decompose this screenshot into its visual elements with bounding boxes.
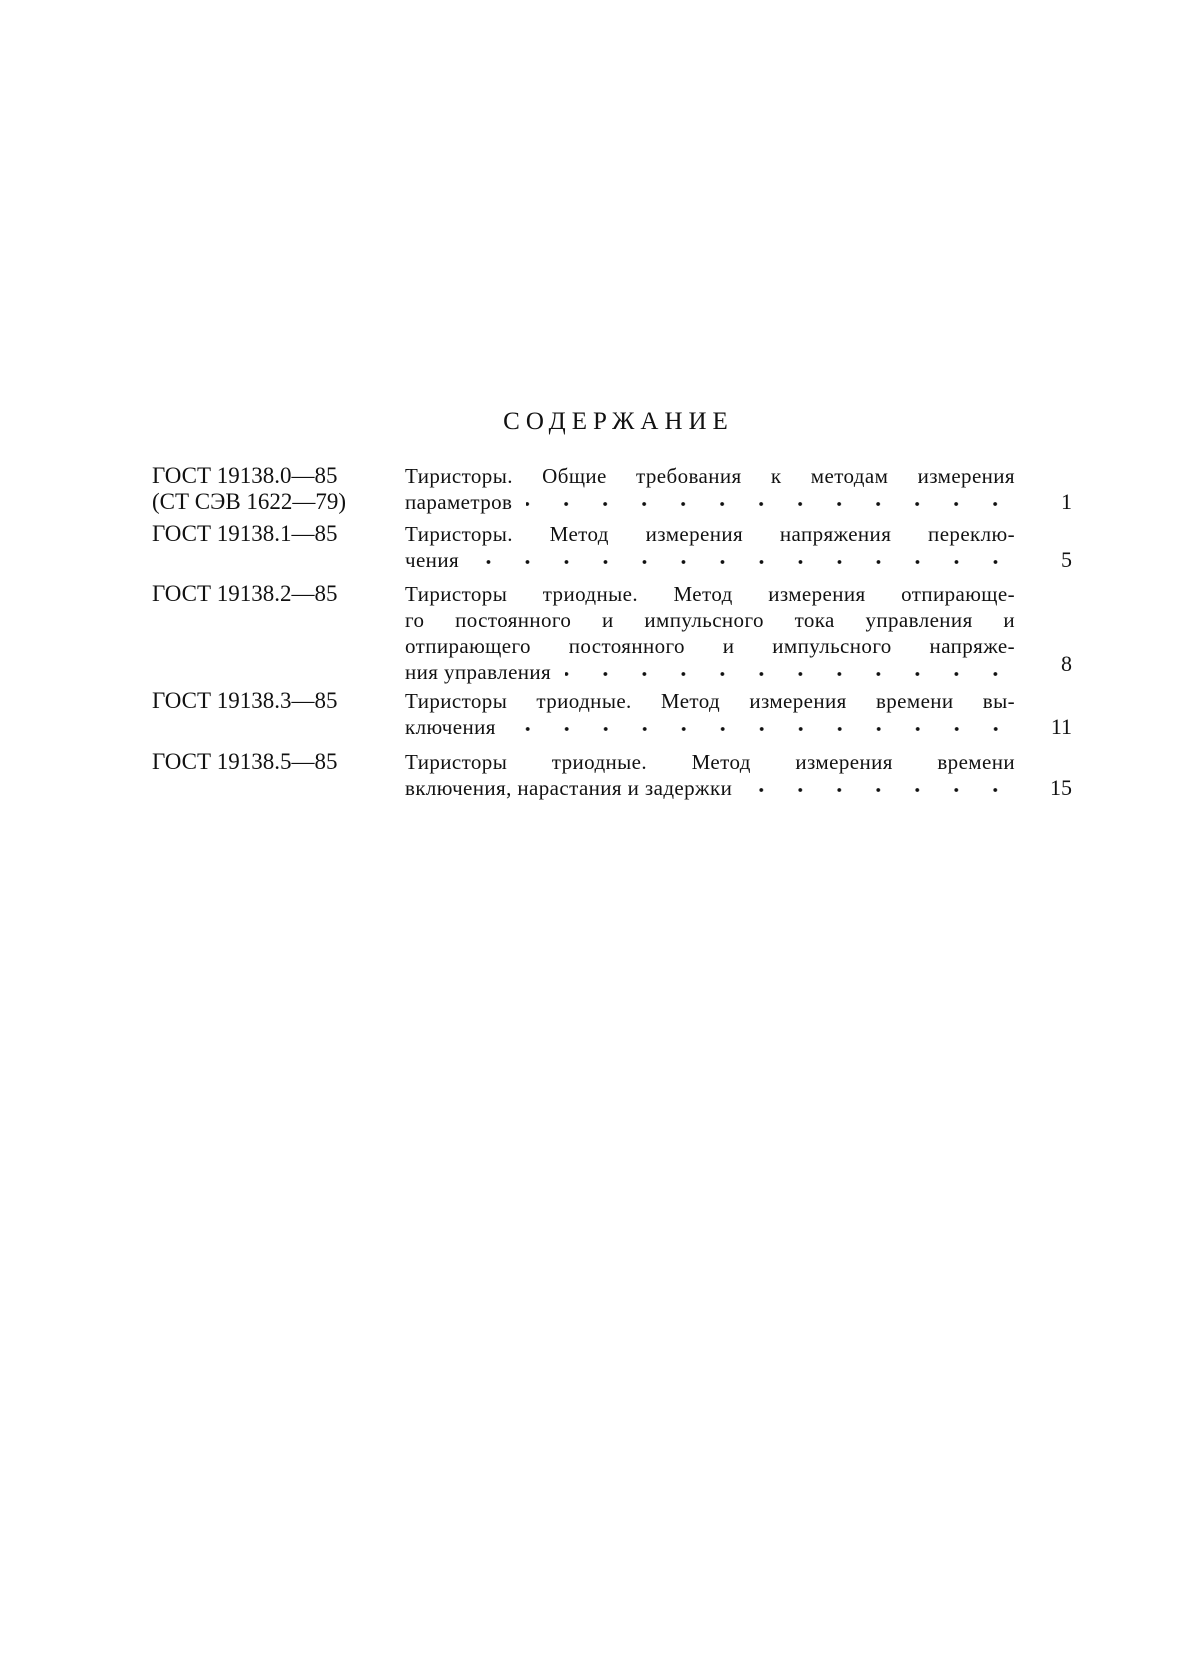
toc-entry-code (152, 463, 392, 515)
standard-code: ГОСТ 19138.1—85 (152, 521, 338, 546)
page-title: СОДЕРЖАНИЕ (503, 408, 734, 435)
title-line: Тиристоры триодные. Метод измерения времени (405, 750, 1015, 774)
page-number: 15 (1050, 775, 1072, 800)
standard-code: ГОСТ 19138.3—85 (152, 688, 338, 713)
page-number: 8 (1061, 651, 1072, 676)
toc-entry-title (405, 463, 1015, 515)
title-line: параметров (405, 490, 513, 514)
standard-code: ГОСТ 19138.5—85 (152, 749, 338, 774)
title-line: отпирающего постоянного и импульсного напряже- (405, 634, 1015, 658)
page-number: 11 (1050, 714, 1072, 739)
dot-leader (565, 669, 1015, 679)
page-number: 5 (1061, 547, 1072, 572)
title-line: чения (405, 548, 460, 572)
standard-code: ГОСТ 19138.2—85 (152, 581, 338, 606)
toc-entry-title (405, 749, 1015, 801)
toc-entry-code (152, 521, 392, 547)
title-line: Тиристоры триодные. Метод измерения отпирающе- (405, 582, 1015, 606)
dot-leader (473, 557, 1015, 567)
standard-code: ГОСТ 19138.0—85 (152, 463, 338, 488)
title-line: го постоянного и импульсного тока управления и (405, 608, 1015, 632)
title-line: включения, нарастания и задержки (405, 776, 733, 800)
title-line: Тиристоры триодные. Метод измерения времени вы- (405, 689, 1015, 713)
toc-entry-code (152, 688, 392, 714)
toc-entry-code (152, 581, 392, 607)
toc-entry-code (152, 749, 392, 775)
title-line: ключения (405, 715, 496, 739)
title-line: Тиристоры. Метод измерения напряжения переклю- (405, 522, 1015, 546)
title-line: ния управления (405, 660, 552, 684)
dot-leader (526, 499, 1015, 509)
toc-entry-title (405, 521, 1015, 573)
dot-leader (510, 724, 1015, 734)
dot-leader (746, 785, 1015, 795)
toc-entry-title (405, 688, 1015, 740)
toc-entry-title (405, 581, 1015, 685)
page-number: 1 (1061, 489, 1072, 514)
standard-code-secondary: (СТ СЭВ 1622—79) (152, 489, 347, 514)
title-line: Тиристоры. Общие требования к методам измерения (405, 464, 1015, 488)
